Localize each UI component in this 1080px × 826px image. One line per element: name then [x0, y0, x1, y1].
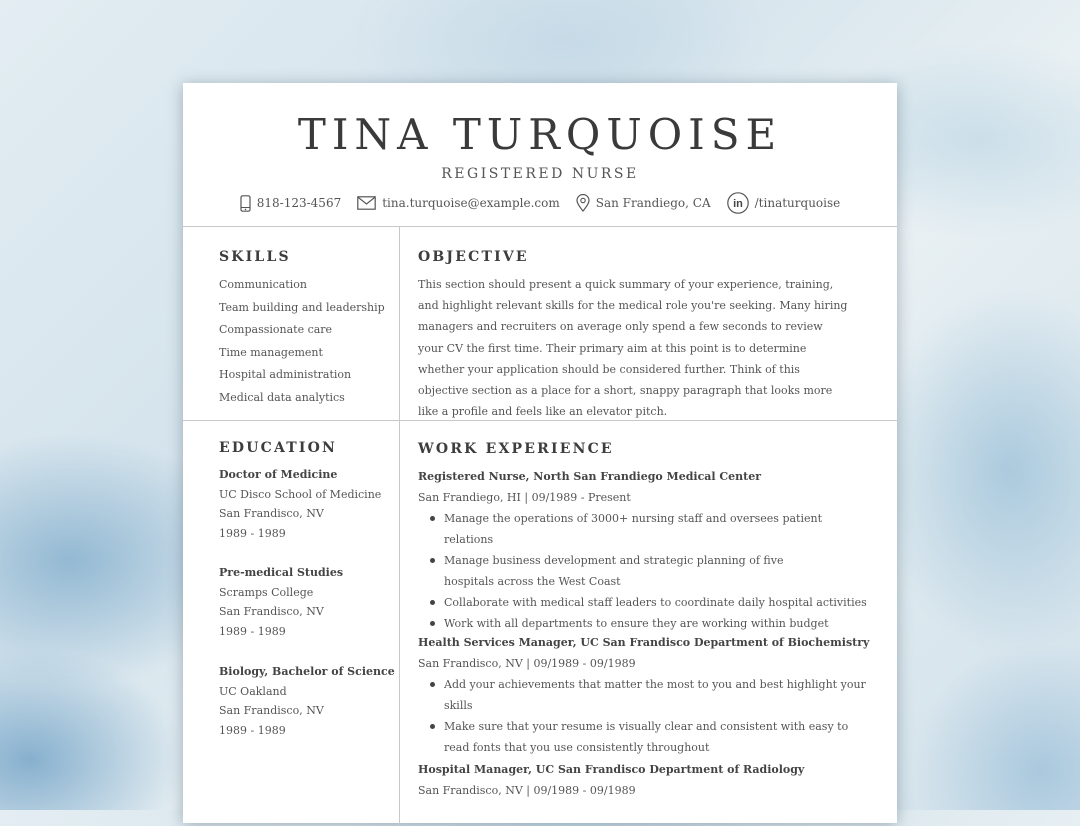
skill-item: Compassionate care [219, 323, 333, 336]
job-bullet: Manage business development and strategic planning of five hospitals across the West Coast [444, 550, 814, 592]
job-bullet: Manage the operations of 3000+ nursing staff and oversees patient relations [444, 508, 868, 550]
skill-item: Time management [219, 345, 323, 359]
school-location: San Frandisco, NV [219, 704, 324, 718]
contact-location [576, 194, 711, 212]
job-meta: San Frandisco, NV | 09/1989 - 09/1989 [418, 784, 636, 797]
phone-number: 818-123-4567 [256, 196, 342, 210]
svg-text:in: in [732, 198, 743, 210]
school-location: San Frandisco, NV [219, 507, 324, 521]
job-bullets [418, 508, 868, 634]
school-name: Scramps College [219, 585, 314, 599]
resume-page [183, 83, 897, 823]
job-bullet: Work with all departments to ensure they are working within budget [444, 613, 868, 634]
job-bullets [418, 674, 868, 758]
contact-bar [183, 191, 897, 215]
linkedin-icon [727, 192, 749, 214]
location-pin-icon [576, 194, 590, 212]
skills-heading: SKILLS [219, 249, 291, 265]
resume-header [183, 83, 897, 226]
mail-icon [357, 196, 376, 210]
school-location: San Frandisco, NV [219, 605, 324, 619]
degree-name: Doctor of Medicine [219, 468, 338, 481]
skill-item: Hospital administration [219, 368, 352, 381]
school-years: 1989 - 1989 [219, 625, 286, 639]
education-entry [219, 465, 381, 544]
contact-linkedin [727, 192, 841, 214]
job-role: Health Services Manager, UC San Frandisco Department of Biochemistry [418, 636, 870, 649]
work-heading: WORK EXPERIENCE [418, 441, 614, 457]
job-meta: San Frandisco, NV | 09/1989 - 09/1989 [418, 657, 636, 670]
skill-item: Team building and leadership [219, 300, 385, 314]
job-bullet: Collaborate with medical staff leaders to coordinate daily hospital activities [444, 592, 868, 613]
job-role: Registered Nurse, North San Frandiego Medical Center [418, 470, 762, 483]
skills-list [219, 274, 385, 409]
candidate-title: REGISTERED NURSE [441, 166, 639, 182]
linkedin-handle: /tinaturquoise [754, 196, 841, 210]
job-bullet: Add your achievements that matter the most to you and best highlight your skills [444, 674, 868, 716]
email-address: tina.turquoise@example.com [382, 196, 560, 210]
objective-heading: OBJECTIVE [418, 249, 529, 265]
school-years: 1989 - 1989 [219, 527, 286, 541]
location-text: San Frandiego, CA [595, 196, 711, 210]
header-divider [183, 226, 897, 227]
candidate-name: TINA TURQUOISE [297, 110, 783, 159]
job-bullet: Make sure that your resume is visually clear and consistent with easy to read fonts that you use consistently throughout [444, 716, 858, 758]
job-meta: San Frandiego, HI | 09/1989 - Present [418, 491, 631, 504]
education-heading: EDUCATION [219, 440, 338, 456]
job-entry [418, 759, 868, 801]
contact-phone [240, 195, 341, 212]
degree-name: Biology, Bachelor of Science [219, 665, 395, 678]
skill-item: Medical data analytics [219, 390, 345, 404]
phone-icon [240, 195, 251, 212]
education-entry [219, 563, 343, 642]
contact-email [357, 196, 560, 210]
education-entry [219, 662, 395, 741]
job-entry [418, 466, 868, 634]
objective-paragraph: This section should present a quick summary of your experience, training, and highlight relevant skills for the medical role you're seeking. Many hiring managers and recruiters on average only spend a few seconds to review your CV the first time. Their primary aim at this point is to determine whether your application should be considered further. Think of this objective section as a place for a short, snappy paragraph that looks more like a profile and feels like an elevator pitch. [418, 278, 848, 419]
job-entry [418, 632, 868, 758]
school-name: UC Oakland [219, 684, 287, 698]
column-divider [399, 226, 400, 826]
school-name: UC Disco School of Medicine [219, 487, 382, 501]
skill-item: Communication [219, 278, 307, 291]
degree-name: Pre-medical Studies [219, 566, 344, 579]
school-years: 1989 - 1989 [219, 724, 286, 738]
job-role: Hospital Manager, UC San Frandisco Department of Radiology [418, 763, 805, 776]
